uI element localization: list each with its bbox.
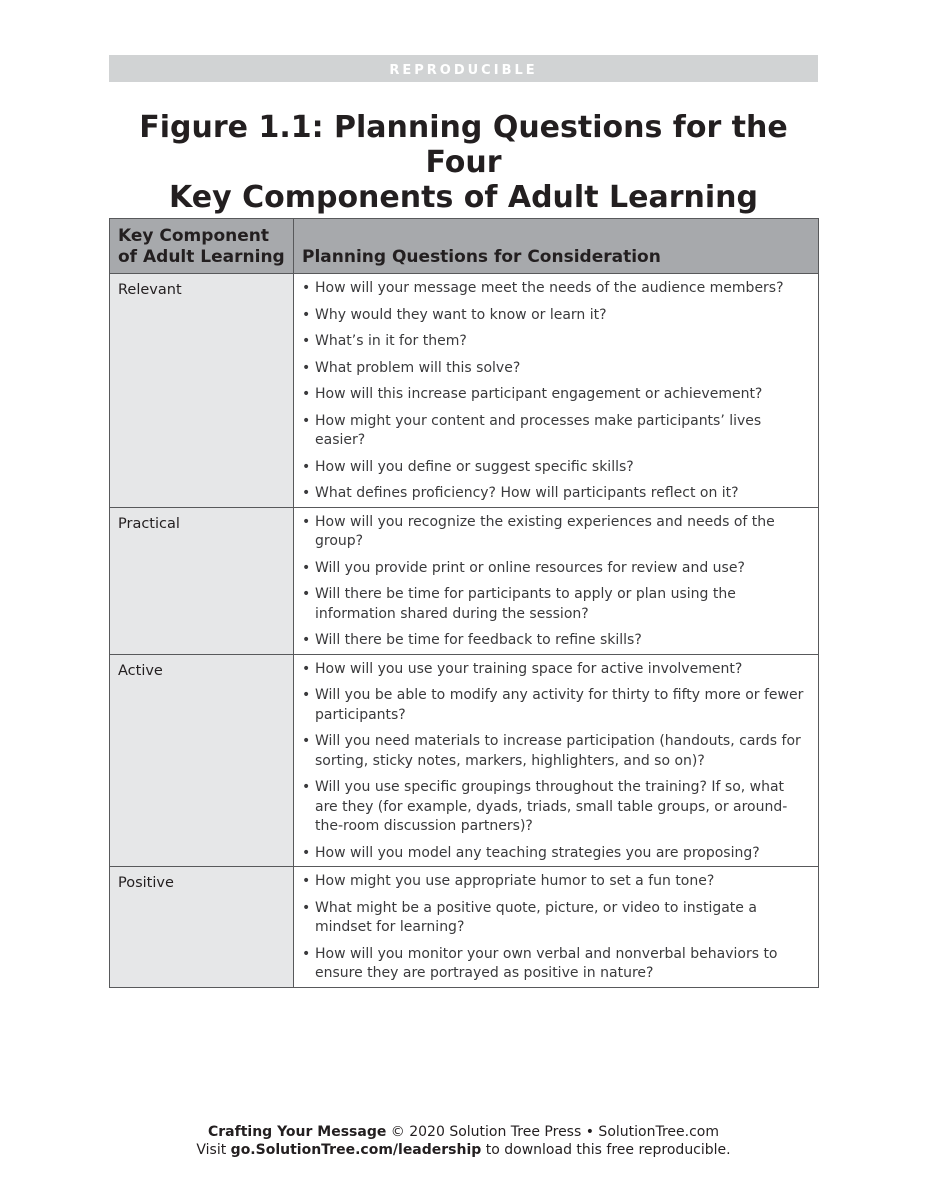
question-list (302, 279, 810, 504)
table-row (110, 507, 819, 654)
footer-line-1 (0, 1123, 927, 1141)
question-item: • How might your content and processes make participants’ lives easier? (302, 412, 810, 451)
header-key-component-line-2: of Adult Learning (118, 247, 285, 267)
question-item: • How might you use appropriate humor to set a fun tone? (302, 872, 810, 892)
question-item: • What problem will this solve? (302, 359, 810, 379)
question-item: • What’s in it for them? (302, 332, 810, 352)
component-cell-relevant: Relevant (110, 274, 294, 508)
planning-questions-table (109, 218, 819, 988)
questions-cell (294, 507, 819, 654)
question-item: • Will you need materials to increase participation (handouts, cards for sorting, sticky notes, markers, highlighters, and so on)? (302, 732, 810, 771)
question-item: • What might be a positive quote, picture, or video to instigate a mindset for learning? (302, 899, 810, 938)
footer-download: to download this free reproducible. (481, 1142, 731, 1158)
footer-copyright: © 2020 Solution Tree Press • SolutionTree.com (386, 1124, 719, 1140)
table-row (110, 274, 819, 508)
question-item: • How will you model any teaching strategies you are proposing? (302, 844, 810, 864)
question-item: • Will there be time for participants to apply or plan using the information shared during the session? (302, 585, 810, 624)
questions-cell (294, 867, 819, 988)
question-item: • How will this increase participant engagement or achievement? (302, 385, 810, 405)
component-cell-active: Active (110, 654, 294, 867)
table-body (110, 274, 819, 988)
question-item: • How will you monitor your own verbal and nonverbal behaviors to ensure they are portrayed as positive in nature? (302, 945, 810, 984)
question-item: • How will you recognize the existing experiences and needs of the group? (302, 513, 810, 552)
question-item: • How will you use your training space for active involvement? (302, 660, 810, 680)
questions-cell (294, 274, 819, 508)
question-list (302, 660, 810, 864)
figure-title-line-2: Key Components of Adult Learning (169, 180, 758, 215)
question-list (302, 513, 810, 651)
header-planning-questions: Planning Questions for Consideration (294, 219, 819, 274)
question-item: • Will you provide print or online resources for review and use? (302, 559, 810, 579)
figure-title-line-1: Figure 1.1: Planning Questions for the Four (139, 110, 788, 180)
footer-line-2 (0, 1141, 927, 1159)
header-key-component-line-1: Key Component (118, 226, 269, 246)
question-item: • Will there be time for feedback to refine skills? (302, 631, 810, 651)
questions-cell (294, 654, 819, 867)
question-item: • How will your message meet the needs of the audience members? (302, 279, 810, 299)
footer-book-title: Crafting Your Message (208, 1124, 387, 1140)
component-cell-practical: Practical (110, 507, 294, 654)
question-item: • Will you be able to modify any activity for thirty to fifty more or fewer participants? (302, 686, 810, 725)
table-row (110, 867, 819, 988)
question-item: • What defines proficiency? How will participants reflect on it? (302, 484, 810, 504)
reproducible-banner: REPRODUCIBLE (109, 55, 818, 82)
footer-visit: Visit (196, 1142, 231, 1158)
header-key-component (110, 219, 294, 274)
figure-title (100, 110, 827, 215)
question-item: • How will you define or suggest specific skills? (302, 458, 810, 478)
page-footer (0, 1123, 927, 1159)
footer-url[interactable]: go.SolutionTree.com/leadership (230, 1142, 482, 1158)
question-list (302, 872, 810, 984)
component-cell-positive: Positive (110, 867, 294, 988)
table-row (110, 654, 819, 867)
question-item: • Will you use specific groupings throughout the training? If so, what are they (for example, dyads, triads, small table groups, or around-the-room discussion partners)? (302, 778, 810, 837)
table-header-row (110, 219, 819, 274)
question-item: • Why would they want to know or learn it? (302, 306, 810, 326)
